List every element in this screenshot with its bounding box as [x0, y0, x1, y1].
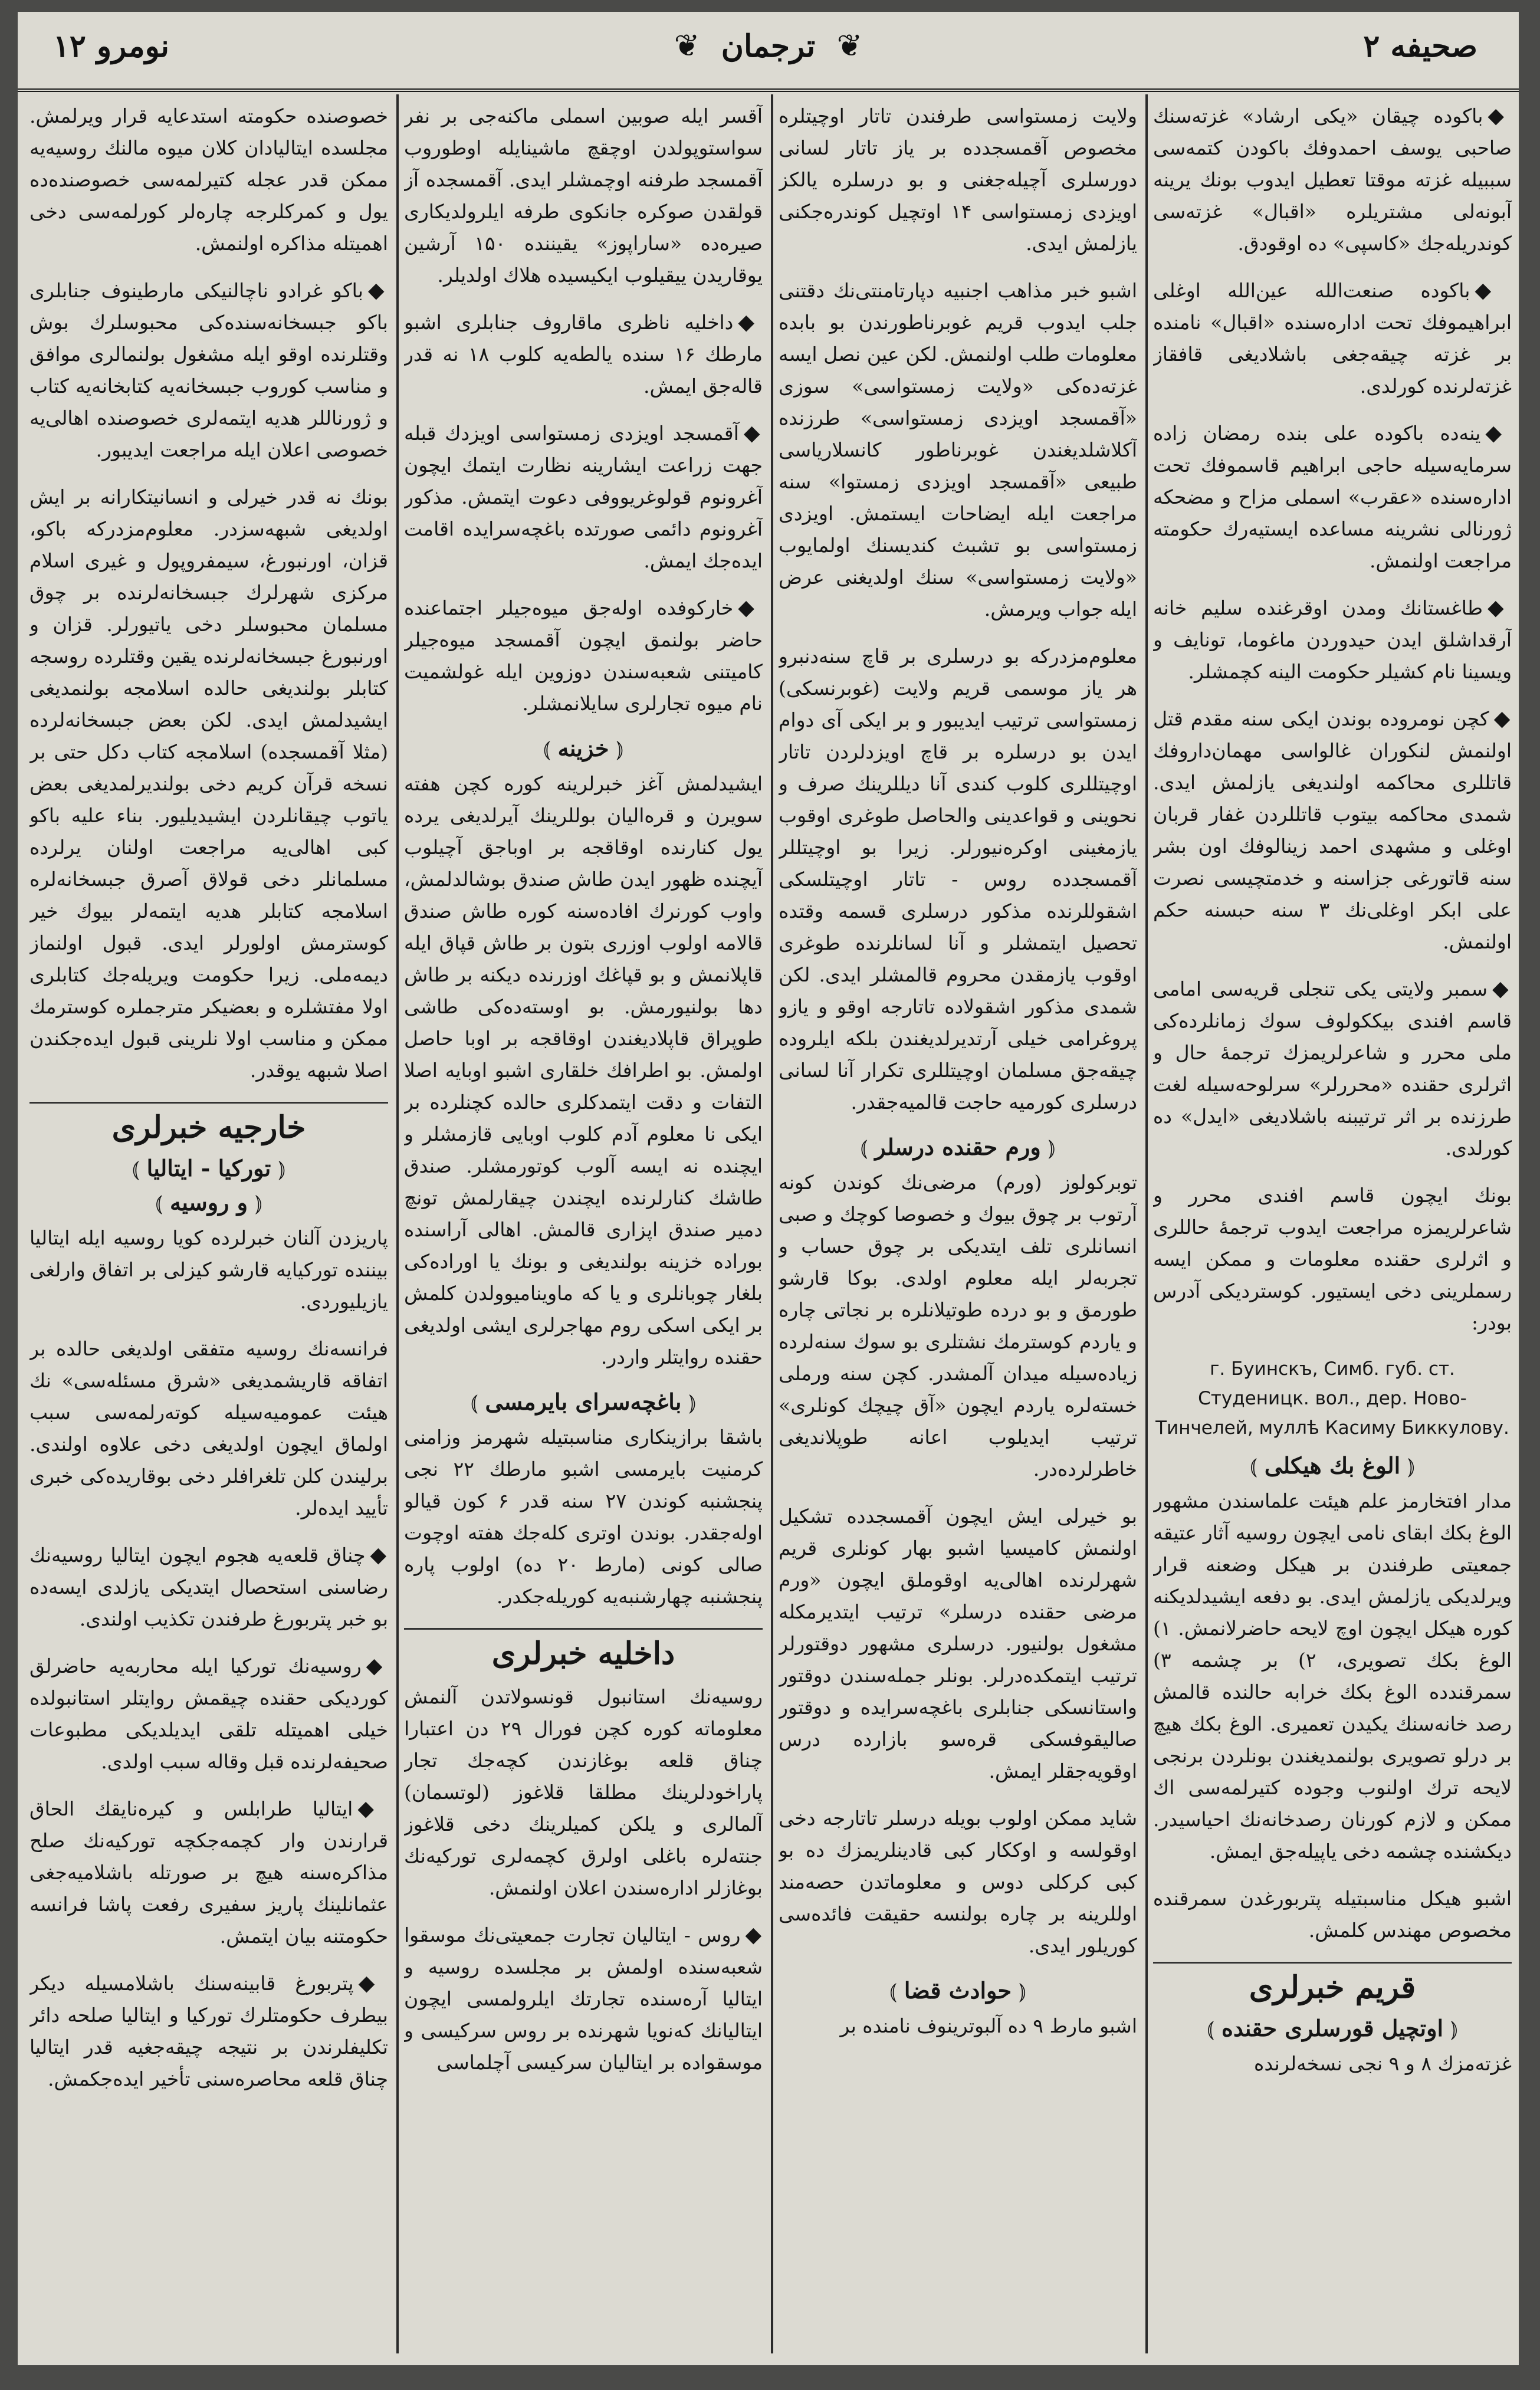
diamond-bullet-icon: ◆ [738, 596, 763, 620]
paragraph [1153, 275, 1512, 402]
diamond-bullet-icon: ◆ [367, 278, 388, 303]
article-headline: ⦅ حوادث قضا ⦆ [779, 1977, 1137, 2004]
paragraph-text: داخلیه ناظری ماقاروف جنابلری اشبو مارطك ۱۶ سنده یالطه‌یه کلوب ۱۸ نه قدر قاله‌جق ایمش. [404, 311, 763, 398]
column-rule [771, 94, 773, 2353]
paragraph-text: چناق قلعه‌یه هجوم ایچون ایتالیا روسیه‌نك رضاسنی استحصال ایتدیکی یازلدی ایسه‌ده بو خبر پتربورغ طرفندن تکذیب اولندی. [29, 1544, 388, 1630]
diamond-bullet-icon: ◆ [743, 421, 763, 445]
paragraph-text: معلوم‌مزدرکه بو درسلری بر قاچ سنه‌دنبرو هر یاز موسمی قریم ولایت (غوبرنسکی) زمستواسی ترتیب ایدیبور و بر ایکی آی دوام ایدن بو درسلره بر قاچ اویزدلردن تاتار اوچیتللری کلوب کندی آنا دیللرینك صرف و نحوینی و قواعدینی والحاصل طوغری اوقوب یازمغینی اوکره‌نیورلر. زیرا بو اوچیتللر آقمسجدده روس - تاتار اوچیتلسکی اشقوللرنده مذکور درسلری قسمه وقتده تحصیل ایتمشلر و آنا لسانلرنده طوغری اوقوب یازمقدن محروم قالمشلر ایدی. لکن شمدی مذکور اشقولاده تاتارجه اوقو و یازو پروغرامی خیلی آرتدیرلدیغندن بلکه ایلروده چیقه‌جق مسلمان اوچیتللری تکرار آنا لسانی درسلری کورمیه حاجت قالمیه‌جقدر. [779, 645, 1137, 1114]
paragraph [404, 1919, 763, 2079]
diamond-bullet-icon: ◆ [745, 1923, 763, 1947]
paragraph-text: اشبو هیکل مناسبتیله پتربورغدن سمرقنده مخصوص مهندس کلمش. [1153, 1887, 1512, 1942]
news-item [1153, 592, 1512, 688]
news-item [404, 100, 763, 291]
diamond-bullet-icon: ◆ [1493, 707, 1512, 731]
paragraph [404, 418, 763, 577]
section-heading: قریم خبرلری [1153, 1962, 1512, 2005]
paragraph-text: بو خیرلی ایش ایچون آقمسجدده تشکیل اولنمش کامیسیا اشبو بهار کونلری قریم شهرلرنده اهالی‌یه اوقوملق ایچون «ورم مرضی حقنده درسلر» ترتیب ایتدیرمکله مشغول بولنیور. درسلری مشهور دوقتورلر ترتیب ایتمکده‌درلر. بونلر جمله‌سندن دوقتور واستانسکی جنابلری باغچه‌سرایده و دوقتور صالیقوفسکی قره‌سو بازارده درس اوقویه‌جقلر ایمش. [779, 1505, 1137, 1782]
page-header [18, 12, 1519, 92]
paragraph [29, 1222, 388, 1318]
news-item [779, 2010, 1137, 2042]
news-item [1153, 1485, 1512, 1867]
paragraph-text: شاید ممکن اولوب بویله درسلر تاتارجه دخی اوقولسه و اوککار کبی قادینلریمزك ده بو کبی کرکلی دوس و معلوماتدن حصه‌مند اوللرینه بر چاره بولنسه حقیقت فائده‌سی کوریلور ایدی. [779, 1807, 1137, 1957]
news-item [404, 768, 763, 1373]
article-headline: ⦅ خزینه ⦆ [404, 735, 763, 762]
article-headline: ⦅ تورکیا - ایتالیا ⦆ [29, 1155, 388, 1182]
paragraph [29, 1968, 388, 2095]
paragraph [29, 100, 388, 260]
paragraph-text: پتربورغ قابینه‌سنك باشلامسیله دیکر بیطرف حکومتلرك تورکیا و ایتالیا صلحه دائر تکلیفلرندن بر نتیجه چیقه‌جغیه قدر ایتالیا چناق قلعه محاصره‌سنی تأخیر ایده‌جکمش. [29, 1972, 388, 2090]
article-headline: ⦅ الوغ بك هیکلی ⦆ [1153, 1452, 1512, 1479]
paragraph-text: باکو غرادو ناچالنیکی مارطینوف جنابلری باکو جبسخانه‌سنده‌کی محبوسلرك بوش وقتلرنده اوقو ایله مشغول بولنمالری موافق و مناسب کوروب جبسخانه‌یه کتابخانه‌یه کتاب و ژورناللر هدیه ایتمه‌لری خصوصنده اهالی‌یه خصوصی اعلان ایله مراجعت ایدیبور. [29, 279, 388, 461]
paragraph [779, 100, 1137, 260]
paragraph [404, 592, 763, 720]
section-heading: خارجیه خبرلری [29, 1102, 388, 1145]
news-item [779, 1501, 1137, 1787]
diamond-bullet-icon: ◆ [370, 1543, 388, 1567]
paragraph-text: آقمسجد اویزدی زمستواسی اویزدك قبله جهت زراعت ایشارینه نظارت ایتمك ایچون آغرونوم قولوغریووفی دعوت ایتمش. مذکور آغرونوم دائمی صورتده باغچه‌سرایده اقامت ایده‌جك ایمش. [404, 422, 763, 572]
diamond-bullet-icon: ◆ [738, 310, 763, 334]
paragraph-text: ایتالیا طرابلس و کیره‌نایقك الحاق قرارندن وار کچمه‌جکچه تورکیه‌نك صلح مذاکره‌سنه هیچ بر صورتله باشلامیه‌جغی عثمانلینك پاریز سفیری رفعت پاشا فرانسه حکومتنه بیان ایتمش. [29, 1797, 388, 1948]
news-item [779, 275, 1137, 625]
diamond-bullet-icon: ◆ [1488, 104, 1512, 128]
paragraph [1153, 703, 1512, 958]
diamond-bullet-icon: ◆ [1492, 977, 1512, 1001]
paragraph-text: کچن نومروده بوندن ایکی سنه مقدم قتل اولنمش لنکوران غالواسی مهمان‌داروفك قاتللری محاکمه اولندیغی یازلمش ایدی. شمدی محاکمه بیتوب قاتللردن غفار قربان اوغلی و مشهدی احمد زینالوفك اون بشر سنه قاتورغی جزاسنه و خدمتچیسی نصرت علی ابکر اوغلی‌نك ۳ سنه حبسنه حکم اولنمش. [1153, 707, 1512, 953]
paragraph [404, 1421, 763, 1613]
news-item [29, 1222, 388, 1318]
paragraph [29, 1650, 388, 1778]
column-2 [779, 100, 1137, 2353]
paragraph-text: توبرکولوز (ورم) مرضی‌نك کوندن کونه آرتوب بر چوق بیوك و خصوصا کوچك و صبی انسانلری تلف ایتدیکی بر چوق حساب و تجربه‌لر ایله معلوم اولدی. بوکا قارشو طورمق و بو درده طوتیلانلره بر نجاتی چاره و یاردم کوسترمك نشتلری بو سوك سنه‌لرده زیاده‌سیله میدان آلمشدر. کچن سنه ورملی خسته‌لره یاردم ایچون «آق چیچك کونلری» ترتیب ایدیلوب اعانه طوپلاندیغی خاطرلرده‌در. [779, 1171, 1137, 1480]
article-headline: ⦅ ورم حقنده درسلر ⦆ [779, 1134, 1137, 1161]
news-item [1153, 275, 1512, 402]
paragraph-text: روس - ایتالیان تجارت جمعیتی‌نك موسقوا شعبه‌سنده اولمش بر مجلسده روسیه و ایتالیا آره‌سنده تجارتك ایلرولمسی ایچون ایتالیانك که‌نویا شهرنده بر روس سرکیسی و موسقوا‌ده بر ایتالیان سرکیسی آچلماسی [404, 1923, 763, 2074]
news-item [1153, 703, 1512, 958]
news-item [404, 1681, 763, 1904]
column-4 [29, 100, 388, 2353]
paragraph [29, 1333, 388, 1524]
paragraph [404, 768, 763, 1373]
diamond-bullet-icon: ◆ [1485, 421, 1512, 445]
paragraph [404, 1681, 763, 1904]
paragraph-text: باکوده صنعت‌الله عین‌الله اوغلی ابراهیموفك تحت اداره‌سنده «اقبال» نامنده بر غزته چیقه‌جغی باشلادیغی قافقاز غزته‌لرنده کورلدی. [1153, 279, 1512, 398]
paragraph [1153, 1883, 1512, 1946]
paragraph-text: طاغستانك ومدن اوقرغنده سلیم خانه آرقداشلق ایدن حیدوردن ماغوما، تونایف و ویسینا نام کشیلر حکومت الینه کچمشلر. [1153, 596, 1512, 683]
postal-address: г. Буинскъ, Симб. губ. ст. Студеницк. вол., дер. Ново-Тинчелей, муллѣ Касиму Биккулову. [1155, 1358, 1509, 1439]
news-item [779, 641, 1137, 1118]
paragraph [29, 275, 388, 466]
news-item [404, 1919, 763, 2079]
paragraph [779, 1501, 1137, 1787]
news-item [29, 1650, 388, 1778]
diamond-bullet-icon: ◆ [366, 1654, 388, 1678]
news-item [404, 307, 763, 402]
news-item [1153, 973, 1512, 1164]
paragraph [29, 1793, 388, 1952]
news-item [1153, 2048, 1512, 2080]
news-item [404, 418, 763, 577]
article-headline: ⦅ اوتچیل قورسلری حقنده ⦆ [1153, 2015, 1512, 2042]
paragraph-text: باکوده چیقان «یکی ارشاد» غزته‌سنك صاحبی یوسف احمدوفك باکودن کتمه‌سی سببیله غزته موقتا تعطیل ایدوب بونك یرینه آبونه‌لی مشتریلره «اقبال» غزته‌سی کوندریله‌جك «کاسپی» ده اوقودق. [1153, 104, 1512, 255]
paragraph [1153, 1485, 1512, 1867]
newspaper-title: ❦ ترجمان ❦ [668, 28, 868, 64]
news-item [29, 481, 388, 1086]
news-item [29, 1793, 388, 1952]
paragraph [779, 1803, 1137, 1962]
paragraph-text: خصوصنده حکومته استدعایه قرار ویرلمش. مجلسده ایتالیادان کلان میوه مالنك روسیه‌یه ممکن قدر عجله کتیرلمه‌سی خصوصنده‌ده یول و کمرکلرجه چاره‌لر کورلمه‌سی دخی اهمیتله مذاکره اولنمش. [29, 104, 388, 255]
diamond-bullet-icon: ◆ [358, 1971, 388, 1995]
news-item [29, 1968, 388, 2095]
diamond-bullet-icon: ◆ [1488, 596, 1512, 620]
paragraph [779, 641, 1137, 1118]
paragraph-text: روسیه‌نك استانبول قونسولاتدن آلنمش معلوماته کوره کچن فورال ۲۹ دن اعتبارا چناق قلعه بوغازندن کچه‌جك تجار پاراخودلرینك مطلقا قلاغوز (لوتسمان) آلمالری و یلکن کمیلرینك دخی قلاغوز جنته‌لره باغلی اولرق کچمه‌لری تورکیه‌نك بوغازلر اداره‌سندن اعلان اولنمش. [404, 1685, 763, 1899]
paragraph-text: بونك نه قدر خیرلی و انسانیتکارانه بر ایش اولدیغی شبهه‌سزدر. معلوم‌مزدرکه باکو، قزان، اورنبورغ، سیمفروپول و غیری اسلام مرکزی شهرلرك جبسخانه‌لرنده بر چوق مسلمان محبوسلر دخی یاتیورلر. قزان و اورنبورغ جبسخانه‌لرنده یقین وقتلرده روسجه کتابلر بولندیغی حالده اسلامجه بولنمدیغی ایشیدلمش ایدی. لکن بعض جبسخانه‌لرده (مثلا آقمسجده) اسلامجه کتاب دکل حتی بر نسخه قرآن کریم دخی بولندیرلمدیغی بعض یاتوب چیقانلردن ایشیدیلیور. بناء علیه باکو کبی اهالی‌یه مراجعت اولنان یرلرده مسلمانلر دخی قولاق آصرق جبسخانه‌لره اسلامجه کتابلر هدیه ایتمه‌لر بیوك خیر کوسترمش اولورلر ایدی. قبول اولنماز دیمه‌ملی. زیرا حکومت ویریله‌جك کتابلری اولا مفتشلره و بعضیکر مترجملره کوسترمك ممکن و مناسب اولا نلرینی قبول ایده‌جکندن اصلا شبهه یوقدر. [29, 485, 388, 1082]
paragraph-text: باشقا برازینکاری مناسبتیله شهرمز وزامنی کرمنیت بایرمسی اشبو مارطك ۲۲ نجی پنجشنبه کوندن ۲۷ سنه قدر ۶ کون قیالو اوله‌جقدر. بوندن اوتری کله‌جك هفته اوچوت صالی کونی (مارط ۲۰ ده) اولوب پاره پنجشنبه چهارشنبه‌یه کوریله‌جکدر. [404, 1426, 763, 1608]
paragraph [1153, 592, 1512, 688]
page-number: صحیفه ۲ [1363, 28, 1477, 64]
paragraph-text: پاریزدن آلنان خبرلرده کویا روسیه ایله ایتالیا بیننده تورکیایه قارشو کیزلی بر اتفاق وارلغی یازیلیوردی. [29, 1226, 388, 1313]
news-item [29, 275, 388, 466]
diamond-bullet-icon: ◆ [357, 1797, 388, 1821]
issue-number: نومرو ۱۲ [53, 28, 169, 64]
column-1 [1153, 100, 1512, 2353]
paragraph-text: فرانسه‌نك روسیه متفقی اولدیغی حالده بر اتفاقه قاریشمدیغی «شرق مسئله‌سی» نك هیئت عمومیه‌سیله کوته‌رلمه‌سی سبب اولماق ایچون اولدیغی دخی علاوه اولندی. برلیندن کلن تلغرافلر دخی بوقاریده‌کی خبری تأیید ایده‌لر. [29, 1337, 388, 1519]
diamond-bullet-icon: ◆ [1475, 278, 1512, 303]
section-heading: داخلیه خبرلری [404, 1628, 763, 1672]
paragraph-text: ایشیدلمش آغز خبرلرینه کوره کچن هفته سویرن و قره‌الیان بوللرینك آیرلدیغی یرده یول کنارنده اوقاقجه بر اوباجق آچیلوب آیچنده ظهور ایدن طاش صندق بوشالدلمش، واوب کورنرك افاده‌سنه کوره طاش صندق قالامه اولوب اوزری بتون بر طاش قپاق ایله قاپلانمش و بو قپاغك اوزرنده دیکنه بر طاش دها بولنیورمش. بو اوسته‌ده‌کی طاشی طوپراق قاپلادیغندن اوقاقجه بر اوبا حاصل اولمش. بو اطرافك خلقاری اشبو اوبایه اصلا التفات و دقت ایتمدکلری حالده کچنلرده بر ایکی نا معلوم آدم کلوب اوبایی قازمشلر و ایچنده نه ایسه آلوب کوتورمشلر. صندق طاشك کنارلرنده ایچندن چیقارلمش تونچ دمیر صندق اپزاری قالمش. اهالی آراسنده بوراده خزینه بولندیغی و بونك یا اوراده‌کی بلغار چوبانلری و یا که ماوینامیوولدن کلمش بر ایکی اسکی روم مهاجرلری ایشی اولدیغی حقنده روایتلر واردر. [404, 772, 763, 1368]
paragraph [404, 307, 763, 402]
paragraph [779, 1167, 1137, 1485]
news-item [29, 1539, 388, 1635]
paragraph-text: خارکوفده اوله‌جق میوه‌جیلر اجتماعنده حاضر بولنمق ایچون آقمسجد میوه‌جیلر کامیتنی شعبه‌سندن دوزوین ایله غولشمیت نام میوه تجارلری سایلانمشلر. [404, 596, 763, 715]
news-item [404, 592, 763, 720]
news-item [29, 1333, 388, 1524]
newspaper-page [18, 12, 1519, 2365]
news-item [779, 100, 1137, 260]
news-item [1153, 418, 1512, 577]
paragraph [1153, 100, 1512, 260]
paragraph-text: مدار افتخارمز علم هیئت علماسندن مشهور الوغ بکك ابقای نامی ایچون روسیه آثار عتیقه جمعیتی طرفندن بر هیکل وضعنه قرار ویرلدیکی یازلمش ایدی. بو دفعه ایشیدلدیکنه کوره هیکل ایچون اوچ لایحه حاضرلانمش. ۱) الوغ بکك تصویری، ۲) بر چشمه ۳) سمرقندده الوغ بکك خرابه حالنده قالمش رصد خانه‌سنك یکیدن تعمیری. الوغ بکك هیچ بر درلو تصویری بولنمدیغندن بونلردن برنجی لایحه ترك اولنوب وجوده کتیرلمه‌سی اك ممکن و لازم کورنان رصدخانه‌نك احیاسیدر. دیکشنده چشمه دخی یاپیله‌جق ایمش. [1153, 1489, 1512, 1863]
news-item [1153, 1883, 1512, 1946]
news-item [779, 1167, 1137, 1485]
paragraph-text: ینه‌ده باکوده علی بنده رمضان زاده سرمایه‌سیله حاجی ابراهیم قاسموفك تحت اداره‌سنده «عقرب» اسملی مزاح و مضحکه ژورنالی نشرینه مساعده ایستیه‌رك حکومته مراجعت اولنمش. [1153, 422, 1512, 572]
paragraph-text: روسیه‌نك تورکیا ایله محاربه‌یه حاضرلق کوردیکی حقنده چیقمش روایتلر استانبولده خیلی اهمیتله تلقی ایدیلدیکی مطبوعات صحیفه‌لرنده قبل وقاله سبب اولدی. [29, 1654, 388, 1773]
paragraph [1153, 973, 1512, 1164]
news-item [779, 1803, 1137, 1962]
column-3 [404, 100, 763, 2353]
paragraph-text: اشبو خبر مذاهب اجنبیه دپارتامنتی‌نك دقتنی جلب ایدوب قریم غوبرناطورندن بو بابده معلومات طلب اولنمش. لکن عین نصل ایسه غزته‌ده‌کی «ولایت زمستواسی» سوزی «آقمسجد اویزدی زمستواسی» طرزنده آکلاشلدیغندن غوبرناطور کانسلاریاسی طبیعی «آقمسجد اویزدی زمستوا» سنه مراجعت ایله ایضاحات ایستمش. اویزدی زمستواسی بو تشبث کندیسنك اولمایوب «ولایت زمستواسی» سنك اولدیغنی عرض ایله جواب ویرمش. [779, 279, 1137, 621]
news-item [404, 1421, 763, 1613]
paragraph-text: ولایت زمستواسی طرفندن تاتار اوچیتلره مخصوص آقمسجدده بر یاز تاتار لسانی دورسلری آچیله‌جغنی و بو درسلره یالکز اویزدی زمستواسی ۱۴ اوتچیل کوندره‌جکنی یازلمش ایدی. [779, 104, 1137, 255]
column-rule [396, 94, 399, 2353]
paragraph [29, 481, 388, 1086]
paragraph [404, 100, 763, 291]
column-rule [1145, 94, 1148, 2353]
news-item [29, 100, 388, 260]
paragraph [1153, 418, 1512, 577]
paragraph [779, 275, 1137, 625]
paragraph [1153, 1180, 1512, 1339]
news-item [1153, 100, 1512, 260]
paragraph-text: اشبو مارط ۹ ده آلبوترینوف نامنده بر [840, 2014, 1137, 2037]
article-headline: ⦅ و روسیه ⦆ [29, 1189, 388, 1216]
paragraph [29, 1539, 388, 1635]
news-item [1153, 1180, 1512, 1339]
paragraph [779, 2010, 1137, 2042]
paragraph-text: بونك ایچون قاسم افندی محرر و شاعرلریمزه مراجعت ایدوب ترجمهٔ حاللری و اثرلری حقنده معلومات و ممکن ایسه رسملرینی دخی ایستیور. کوسترديکی آدرس بودر: [1153, 1184, 1512, 1334]
article-headline: ⦅ باغچه‌سرای بایرمسی ⦆ [404, 1388, 763, 1416]
paragraph [1153, 2048, 1512, 2080]
paragraph-text: غزته‌مزك ۸ و ۹ نجی نسخه‌لرنده [1254, 2052, 1512, 2075]
paragraph-text: سمبر ولایتی یکی تنجلی قریه‌سی امامی قاسم افندی بیککولوف سوك زمانلرده‌کی ملی محرر و شاعرلریمزك ترجمهٔ حال و اثرلری حقنده «محررلر» سرلوحه‌سیله لغت طرزنده بر اثر ترتیبنه باشلادیغی «ایدل» ده کورلدی. [1153, 977, 1512, 1160]
paragraph-text: آقسر ایله صوبین اسملی ماکنه‌جی بر نفر سواستوپولدن اوچقچ ماشینایله اوطوروب آقمسجد طرفنه اوچمشلر ایدی. آقمسجده آز قولقدن صوکره جانکوی طرفه ایلرولدیکاری صیره‌ده «ساراپوز» یقیننده ۱۵۰ آرشین یوقاریدن ییقیلوب ایکیسیده هلاك اولدیلر. [404, 104, 763, 287]
